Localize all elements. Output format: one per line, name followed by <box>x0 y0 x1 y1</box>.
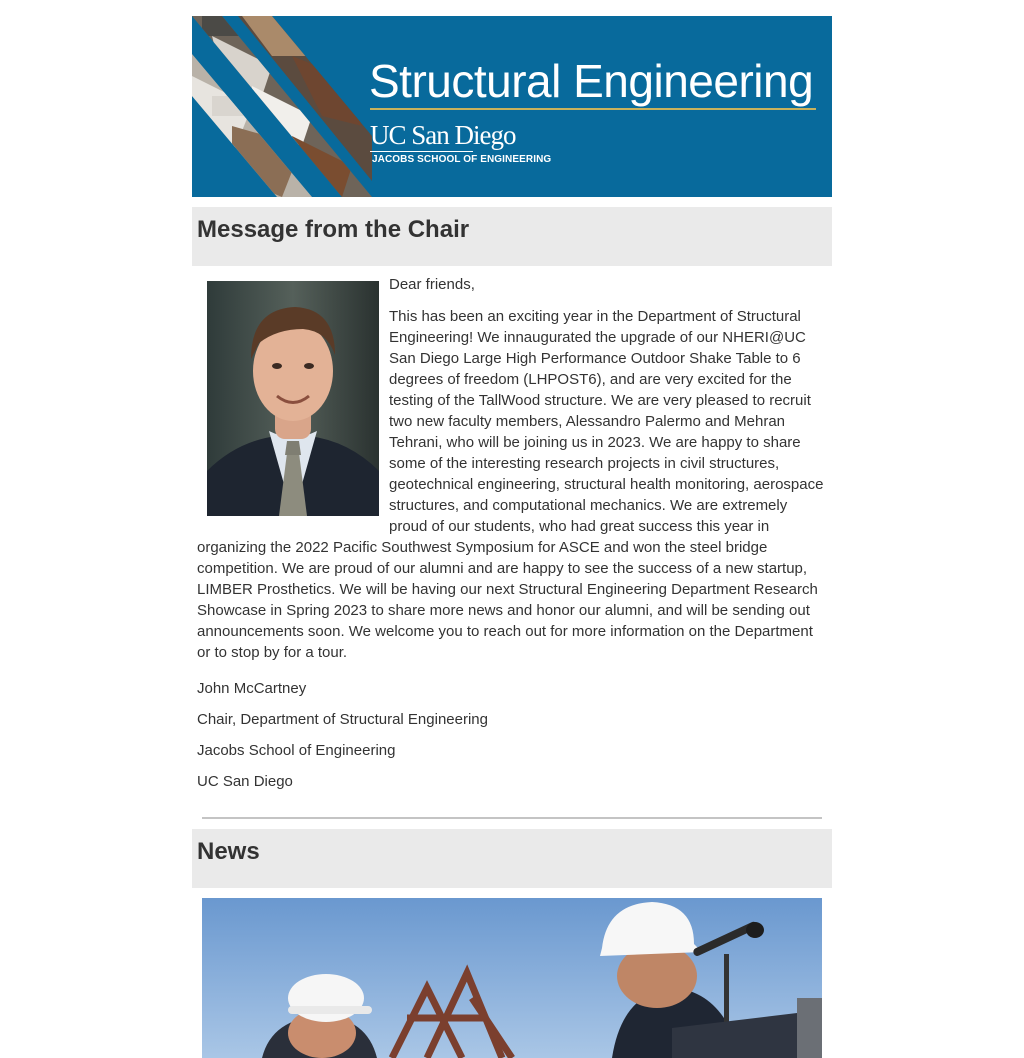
signature-title: Chair, Department of Structural Engineering <box>197 711 488 728</box>
chair-letter-body: This has been an exciting year in the Department of Structural Engineering! We innaugurated the upgrade of our NHERI@UC San Diego Large High Performance Outdoor Shake Table to 6 degrees of freedom (LHPOST6), and are very excited for the testing of the TallWood structure. We are very pleased to recruit two new faculty members, Alessandro Palermo and Mehran Tehrani, who will be joining us in 2023. We are happy to share some of the interesting research projects in civil structures, geotechnical engineering, structural health monitoring, aerospace structures, and computational mechanics. We are extremely proud of our students, who had great success this year in organizing the 2022 Pacific Southwest Symposium for ASCE and won the steel bridge competition. We are proud of our alumni and are happy to see the success of a new startup, LIMBER Prosthetics. We will be having our next Structural Engineering Department Research Showcase in Spring 2023 to share more news and honor our alumni, and will be sending out announcements soon. We welcome you to reach out for more information on the Department or to stop by for a tour. <box>197 308 824 661</box>
signature-name: John McCartney <box>197 680 307 697</box>
chair-section-title: Message from the Chair <box>197 216 470 243</box>
ucsd-logo-underline <box>370 151 473 152</box>
signature-school: Jacobs School of Engineering <box>197 742 396 759</box>
banner-title: Structural Engineering <box>369 55 814 107</box>
news-section-header <box>192 829 832 888</box>
news-photo[interactable] <box>202 898 822 1058</box>
chair-greeting: Dear friends, <box>389 276 475 293</box>
header-banner[interactable] <box>192 16 832 197</box>
section-divider <box>202 817 822 819</box>
newsletter <box>192 16 832 1058</box>
chair-portrait <box>207 281 379 516</box>
chair-message <box>192 266 832 797</box>
signature-block <box>197 663 827 797</box>
news-photo-image <box>202 898 822 1058</box>
banner-divider <box>370 108 816 110</box>
banner-photo-strips <box>192 16 372 197</box>
signature-university: UC San Diego <box>197 773 293 790</box>
news-section-title: News <box>197 838 260 865</box>
ucsd-logo-text: UC San Diego <box>370 120 516 150</box>
chair-section-header <box>192 207 832 266</box>
jacobs-school-text: JACOBS SCHOOL OF ENGINEERING <box>372 154 552 165</box>
